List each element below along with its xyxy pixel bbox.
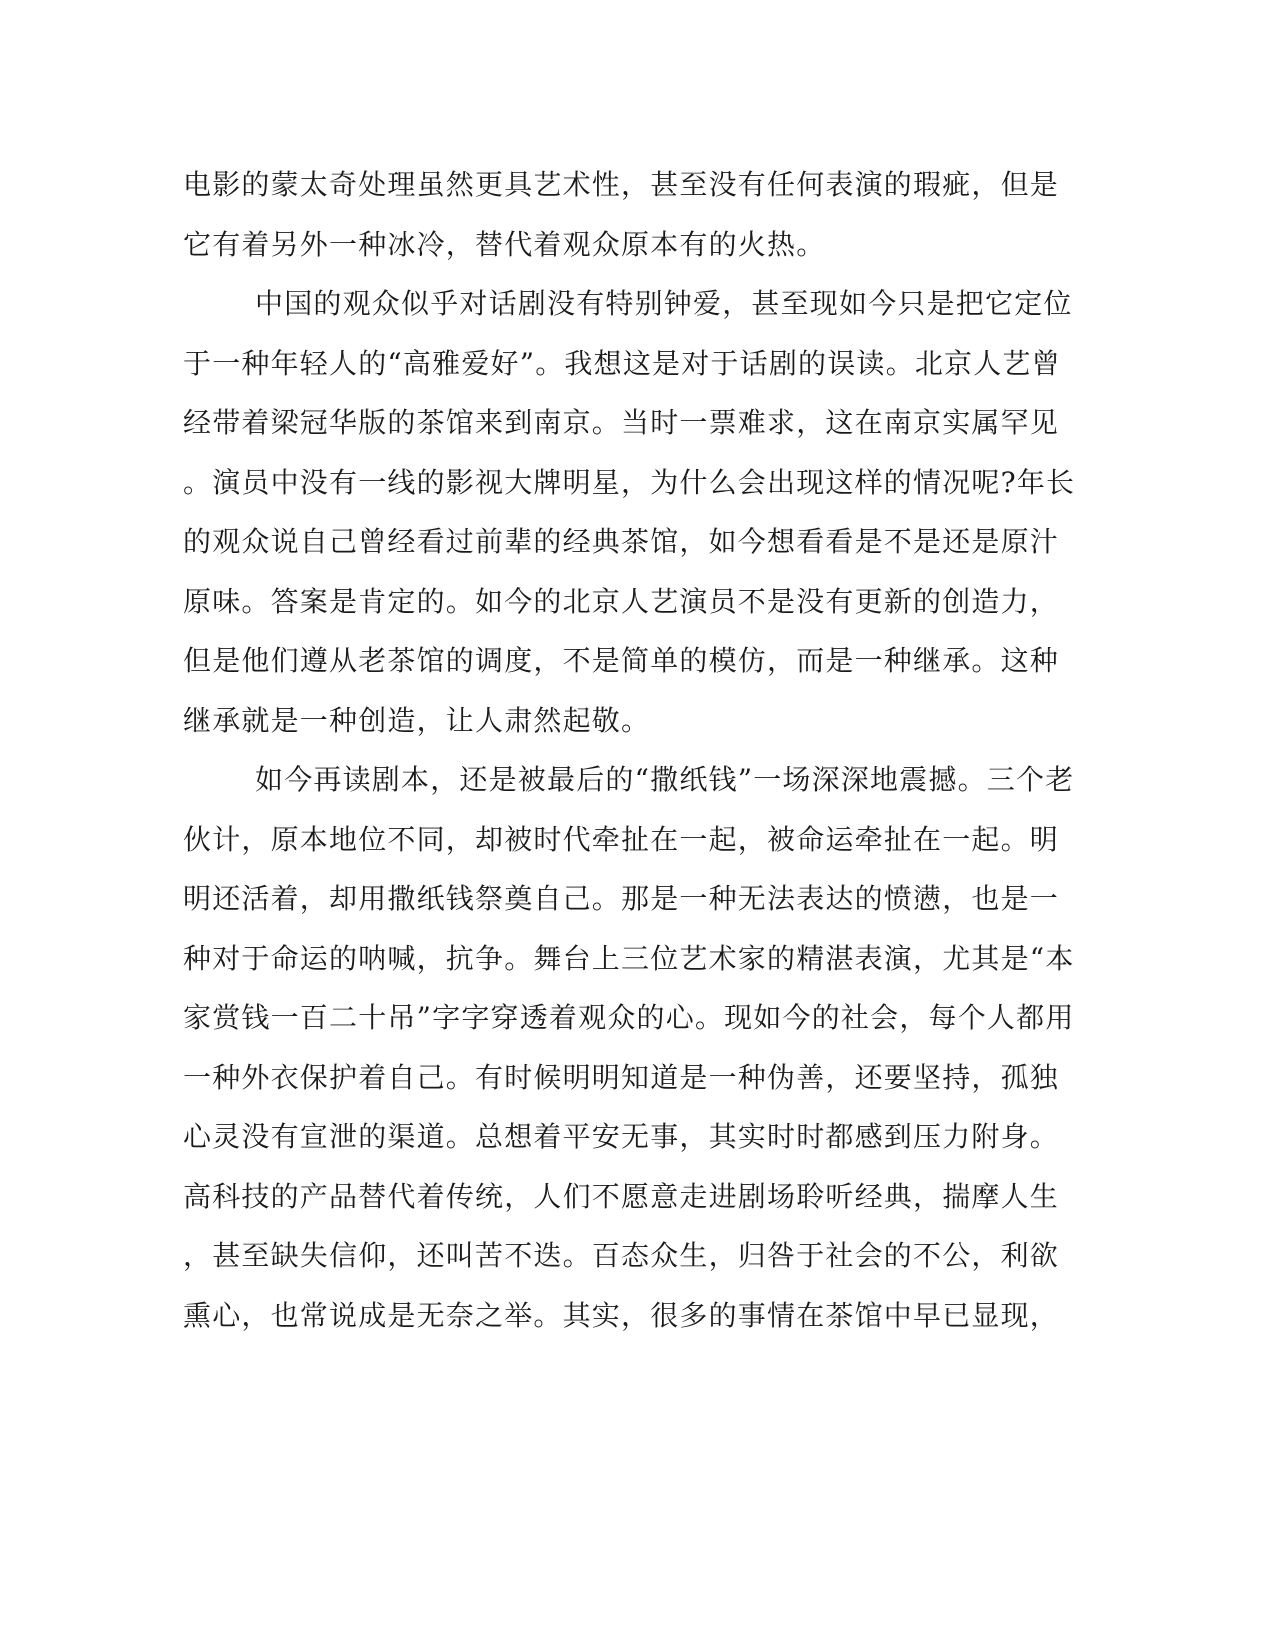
text-line: 熏心，也常说成是无奈之举。其实，很多的事情在茶馆中早已显现，: [183, 1298, 1060, 1332]
text-line: 电影的蒙太奇处理虽然更具艺术性，甚至没有任何表演的瑕疵，但是: [183, 168, 1060, 201]
text-line: 的观众说自己曾经看过前辈的经典茶馆，如今想看看是不是还是原汁: [183, 525, 1060, 558]
text-line: ，甚至缺失信仰，还叫苦不迭。百态众生，归咎于社会的不公，利欲: [183, 1239, 1060, 1272]
text-line: 高科技的产品替代着传统，人们不愿意走进剧场聆听经典，揣摩人生: [183, 1179, 1060, 1213]
text-line: 明还活着，却用撒纸钱祭奠自己。那是一种无法表达的愤懑，也是一: [183, 882, 1060, 915]
text-line: 它有着另外一种冰冷，替代着观众原本有的火热。: [183, 227, 826, 261]
text-line: 家赏钱一百二十吊”字字穿透着观众的心。现如今的社会，每个人都用: [183, 1001, 1075, 1034]
text-line: 于一种年轻人的“高雅爱好”。我想这是对于话剧的误读。北京人艺曾: [183, 346, 1061, 380]
text-line: 一种外衣保护着自己。有时候明明知道是一种伪善，还要坚持，孤独: [183, 1060, 1060, 1094]
text-line: 伙计，原本地位不同，却被时代牵扯在一起，被命运牵扯在一起。明: [183, 822, 1060, 856]
paragraph-first-line: 如今再读剧本，还是被最后的“撒纸钱”一场深深地震撼。三个老: [255, 763, 1075, 796]
text-line: 继承就是一种创造，让人肃然起敬。: [183, 703, 651, 737]
body-text: [183, 155, 1076, 1345]
paragraph-first-line: 中国的观众似乎对话剧没有特别钟爱，甚至现如今只是把它定位: [255, 287, 1073, 320]
text-line: 。演员中没有一线的影视大牌明星，为什么会出现这样的情况呢?年长: [183, 465, 1076, 499]
text-line: 种对于命运的呐喊，抗争。舞台上三位艺术家的精湛表演，尤其是“本: [183, 941, 1075, 975]
text-line: 经带着梁冠华版的茶馆来到南京。当时一票难求，这在南京实属罕见: [183, 406, 1060, 439]
text-line: 但是他们遵从老茶馆的调度，不是简单的模仿，而是一种继承。这种: [183, 644, 1060, 677]
text-line: 原味。答案是肯定的。如今的北京人艺演员不是没有更新的创造力，: [183, 584, 1060, 618]
text-line: 心灵没有宣泄的渠道。总想着平安无事，其实时时都感到压力附身。: [183, 1120, 1060, 1153]
